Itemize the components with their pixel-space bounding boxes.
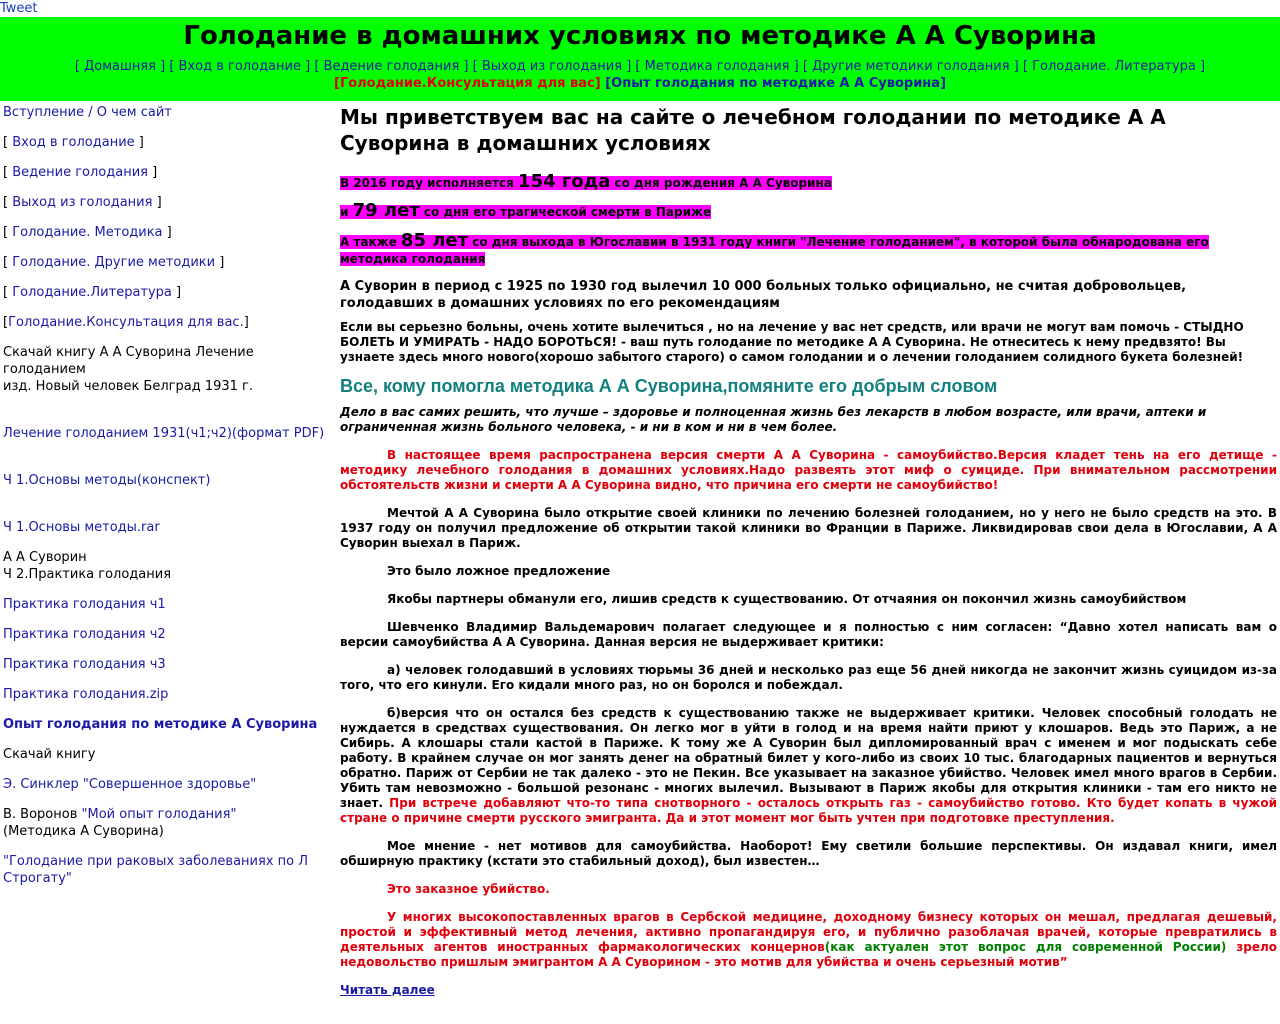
sidebar-consultation-link[interactable]: Голодание.Консультация для вас. <box>8 315 244 330</box>
sidebar-pdf-link[interactable]: Лечение голоданием 1931(ч1;ч2)(формат PDF) <box>3 426 325 441</box>
health-quote: Дело в вас самих решить, что лучше – здоровье и полноценная жизнь без лекарств в любом возрасте, или врачи, аптеки и ограниченная жизнь больного человека, - и ни в ком и ни в чем более. <box>340 405 1207 434</box>
nav-experience[interactable]: Опыт голодания по методике А А Суворина <box>611 76 941 91</box>
sidebar-conduct-link[interactable]: Ведение голодания <box>12 165 148 180</box>
site-header <box>0 17 1280 101</box>
sidebar-practice-zip-link[interactable]: Практика голодания.zip <box>3 687 169 702</box>
sidebar-entry-link[interactable]: Вход в голодание <box>12 135 135 150</box>
false-offer-text: Это было ложное предложение <box>387 564 611 578</box>
cured-statement: А Суворин в период с 1925 по 1930 год вылечил 10 000 больных только официально, не считая добровольцев, голодавших в домашних условиях по его рекомендациям <box>340 279 1187 311</box>
sidebar: Вступление / О чем сайт [ Вход в голодание ] [ Ведение голодания ] [ Выход из голодания ] [ Голодание. Методика ] [ Голодание. Другие методики ] [ Голодание.Литература ] [Голодание.Консультация для вас.] Скачай книгу А А Суворина Лечение голоданием изд. Новый человек Белград 1931 г. Лечение голоданием 1931(ч1;ч2)(формат PDF) Ч 1.Основы методы(конспект) Ч 1.Основы методы.rar А А Суворин Ч 2.Практика голодания Практика голодания ч1 Практика голодания ч2 Практика голодания ч3 Практика голодания.zip Опыт голодания по методике А Суворина Скачай книгу Э. Синклер "Совершенное здоровье" В. Воронов "Мой опыт голодания" (Методика А Суворина) "Голодание при раковых заболеваниях по Л Строгату" <box>3 104 333 900</box>
top-navigation-secondary: [Голодание.Консультация для вас] [Опыт голодания по методике А А Суворина] <box>333 76 947 91</box>
nav-other-methods[interactable]: Другие методики голодания <box>812 59 1010 74</box>
sidebar-other-methods-link[interactable]: Голодание. Другие методики <box>12 255 216 270</box>
sidebar-practice2-link[interactable]: Практика голодания ч2 <box>3 627 166 642</box>
shevchenko-text: Шевченко Владимир Вальдемарович полагает следующее и я полностью с ним согласен: “Давно хотел написать вам о версии самоубийства А А Суворина. Данная версия не выдерживает критики: <box>340 620 1277 649</box>
point-a-text: а) человек голодавший в условиях тюрьмы 36 дней и несколько раз еще 56 дней никогда не закончит жизнь суицидом из-за того, что его кинули. Его кидали много раз, но он боролся и побеждал. <box>340 663 1277 692</box>
sidebar-download-book-text: Скачай книгу <box>3 747 96 762</box>
anniversary-death: и 79 лет со дня его трагической смерти в Париже <box>340 200 712 221</box>
nav-home[interactable]: Домашняя <box>84 59 156 74</box>
sidebar-cancer-link[interactable]: "Голодание при раковых заболеваниях по Л Строгату" <box>3 854 309 886</box>
opinion-text: Мое мнение - нет мотивов для самоубийства. Наоборот! Ему светили большие перспективы. Он издавал книги, имел обширную практику (кстати это стабильный доход), был известен… <box>340 839 1277 868</box>
serious-illness-text: Если вы серьезно больны, очень хотите вылечиться , но на лечение у вас нет средств, или врачи не могут вам помочь - СТЫДНО БОЛЕТЬ И УМИРАТЬ - НАДО БОРОТЬСЯ! - ваш путь голодание по методике А А Суворина. Не отнеситесь к нему предвзято! Вы узнаете здесь много нового(хорошо забытого старого) о самом голодании и о лечении голоданием солидного букета болезней! <box>340 320 1244 364</box>
sidebar-voronov-link[interactable]: "Мой опыт голодания" <box>81 807 237 822</box>
nav-method[interactable]: Методика голодания <box>644 59 790 74</box>
welcome-heading: Мы приветствуем вас на сайте о лечебном голодании по методике А А Суворина в домашних условиях <box>340 105 1166 155</box>
sidebar-author-text: А А Суворин <box>3 550 87 565</box>
nav-exit[interactable]: Выход из голодания <box>481 59 623 74</box>
point-b-text: б)версия что он остался без средств к существованию также не выдерживает критики. Человек способный голодать не нуждается в средствах существования. Он легко мог в уйти в голод и на время найти приют у клошаров. Ведь это Париж, а не Сибирь. А клошары стали кастой в Париже. К тому же А Суворин был дипломированный врач с именем и мог подыскать себе работу. В крайнем случае он мог занять денег на обратный билет у кого-либо из своих 10 тыс. благодарных пациентов и вернуться обратно. Париж от Сербии не так далеко - это не Пекин. Все указывает на заказное убийство. Человек имел много врагов в Сербии. Убить там невозможно - большой резонанс - многих вылечил. Вызывают в Париж якобы для открытия клиники - там его никто не знает. При встрече добавляют что-то типа снотворного - осталось открыть газ - самоубийство готово. Кто будет копать в чужой стране о причине смерти русского эмигранта. Да и этот момент мог быть учтен при подготовке преступления. <box>340 706 1277 825</box>
sidebar-practice3-link[interactable]: Практика голодания ч3 <box>3 657 166 672</box>
sidebar-part2-text: Ч 2.Практика голодания <box>3 567 172 582</box>
nav-consultation[interactable]: Голодание.Консультация для вас <box>339 76 595 91</box>
sidebar-part1-rar-link[interactable]: Ч 1.Основы методы.rar <box>3 520 160 535</box>
sidebar-voronov-author: В. Воронов <box>3 807 82 822</box>
sidebar-practice1-link[interactable]: Практика голодания ч1 <box>3 597 166 612</box>
sidebar-exit-link[interactable]: Выход из голодания <box>12 195 153 210</box>
sidebar-experience-link[interactable]: Опыт голодания по методике А Суворина <box>3 717 318 732</box>
nav-literature[interactable]: Голодание. Литература <box>1032 59 1196 74</box>
suicide-version-text: В настоящее время распространена версия смерти А А Суворина - самоубийство.Версия кладет тень на его детище - методику лечебного голодания в домашних условиях.Надо развеять этот миф о суициде. При внимательном рассмотрении обстоятельств жизни и смерти А А Суворина видно, что причина его смерти не самоубийство! <box>340 448 1277 492</box>
anniversary-birth: В 2016 году исполняется 154 года со дня рождения А А Суворина <box>340 171 832 192</box>
nav-entry[interactable]: Вход в голодание <box>178 59 301 74</box>
tweet-link[interactable]: Tweet <box>0 1 38 16</box>
sidebar-voronov-note: (Методика А Суворина) <box>3 824 164 839</box>
sidebar-literature-link[interactable]: Голодание.Литература <box>12 285 172 300</box>
read-more-link[interactable]: Читать далее <box>340 983 435 997</box>
sidebar-part1-link[interactable]: Ч 1.Основы методы(конспект) <box>3 473 211 488</box>
partners-text: Якобы партнеры обманули его, лишив средств к существованию. От отчаяния он покончил жизнь самоубийством <box>387 592 1187 606</box>
site-title: Голодание в домашних условиях по методике А А Суворина <box>183 21 1097 51</box>
sidebar-download-text: Скачай книгу А А Суворина Лечение голоданием <box>3 345 254 377</box>
sidebar-publisher-text: изд. Новый человек Белград 1931 г. <box>3 379 254 394</box>
nav-conduct[interactable]: Ведение голодания <box>323 59 460 74</box>
anniversary-book: А также 85 лет со дня выхода в Югославии в 1931 году книги "Лечение голоданием", в которой была обнародована его методика голодания <box>340 230 1209 266</box>
sidebar-sinclair-link[interactable]: Э. Синклер "Совершенное здоровье" <box>3 777 257 792</box>
enemies-text: У многих высокопоставленных врагов в Сербской медицине, доходному бизнесу которых он мешал, предлагая дешевый, простой и эффективный метод лечения, активно пропагандируя его, и публично разоблачая врачей, которые превратились в деятельных агентов иностранных фармакологических концернов(как актуален этот вопрос для современной России) зрело недовольство пришлым эмигрантом А А Суворином - это мотив для убийства и очень серьезный мотив” <box>340 910 1277 969</box>
top-navigation: [ Домашняя ] [ Вход в голодание ] [ Ведение голодания ] [ Выход из голодания ] [ Методика голодания ] [ Другие методики голодания ] [ Голодание. Литература ] <box>74 59 1206 74</box>
remember-heading: Все, кому помогла методика А А Суворина,помяните его добрым словом <box>340 376 998 396</box>
sidebar-intro-link[interactable]: Вступление / О чем сайт <box>3 105 172 120</box>
contract-killing-text: Это заказное убийство. <box>387 882 550 896</box>
main-content <box>340 104 1277 998</box>
sidebar-method-link[interactable]: Голодание. Методика <box>12 225 163 240</box>
clinic-dream-text: Мечтой А А Суворина было открытие своей клиники по лечению болезней голоданием, но у него не было средств на это. В 1937 году он получил предложение об открытии такой клиники во Франции в Париже. Ликвидировав свои дела в Югославии, А А Суворин выехал в Париж. <box>340 506 1277 550</box>
